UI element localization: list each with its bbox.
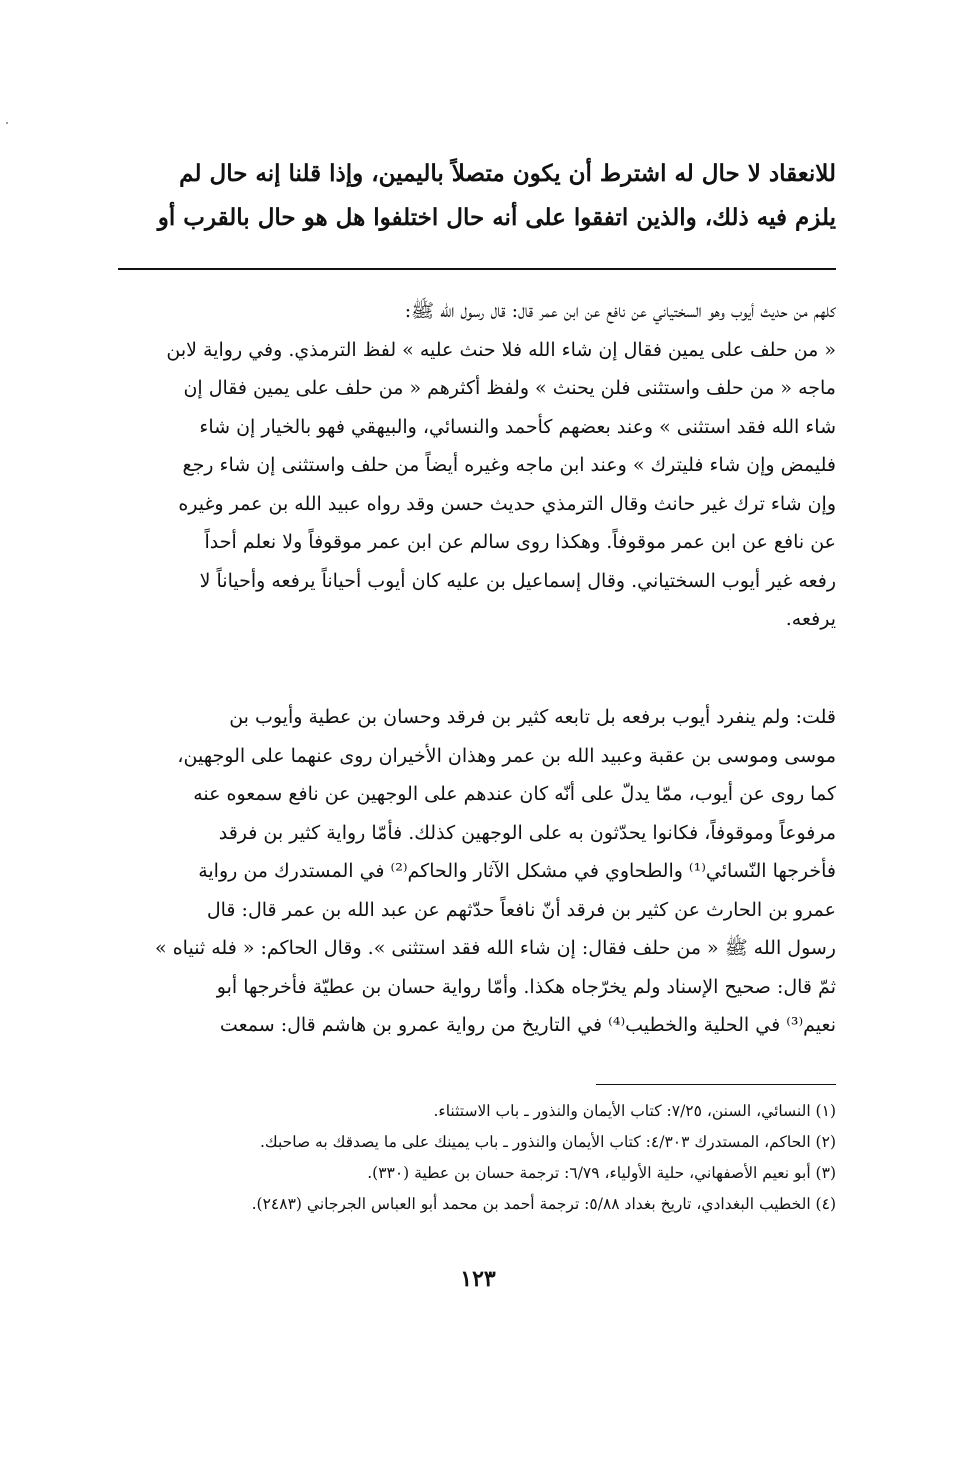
note-line: فأخرجها النّسائي⁽¹⁾ والطحاوي في مشكل الآثار والحاكم⁽²⁾ في المستدرك من رواية [198,860,836,882]
main-text [118,152,836,240]
note-line: يرفعه. [785,608,836,630]
note-line: كلهم من حديث أيوب وهو السختياني عن نافع عن ابن عمر قال: قال رسول الله ﷺ: [404,300,836,322]
main-text-line: للانعقاد لا حال له اشترط أن يكون متصلاً باليمين، وإذا قلنا إنه حال لم [179,160,836,187]
note-hadith-text [118,292,836,639]
note-line: كما روى عن أيوب، ممّا يدلّ على أنّه كان عندهم على الوجهين عن نافع سمعوه عنه [193,783,836,805]
note-line: نعيم⁽³⁾ في الحلية والخطيب⁽⁴⁾ في التاريخ من رواية عمرو بن هاشم قال: سمعت [219,1014,836,1036]
footnote-item: (٤) الخطيب البغدادي، تاريخ بغداد ٥/٨٨: ترجمة أحمد بن محمد أبو العباس الجرجاني (٢٤٨٣). [251,1195,836,1213]
note-line: « من حلف على يمين فقال إن شاء الله فلا حنث عليه » لفظ الترمذي. وفي رواية لابن [166,338,836,361]
footnote-separator-top [118,268,836,270]
note-line: موسى وموسى بن عقبة وعبيد الله بن عمر وهذان الأخيران روى عنهما على الوجهين، [177,744,836,767]
note-line: قلت: ولم ينفرد أيوب برفعه بل تابعه كثير بن فرقد وحسان بن عطية وأيوب بن [229,706,836,728]
note-line: عمرو بن الحارث عن كثير بن فرقد أنّ نافعاً حدّثهم عن عبد الله بن عمر قال: قال [206,898,836,921]
note-line: ماجه « من حلف واستثنى فلن يحنث » ولفظ أكثرهم « من حلف على يمين فقال إن [183,377,836,399]
footnote-item: (٢) الحاكم، المستدرك ٤/٣٠٣: كتاب الأيمان والنذور ـ باب يمينك على ما يصدقك به صاحبك. [259,1133,836,1151]
footnote-item: (١) النسائي، السنن، ٧/٢٥: كتاب الأيمان والنذور ـ باب الاستثناء. [433,1102,836,1120]
scan-speck [6,122,8,124]
note-line: مرفوعاً وموقوفاً، فكانوا يحدّثون به على الوجهين كذلك. فأمّا رواية كثير بن فرقد [218,821,836,844]
main-text-line: يلزم فيه ذلك، والذين اتفقوا على أنه حال اختلفوا هل هو حال بالقرب أو [157,204,836,231]
footnotes [118,1096,836,1220]
note-line: وإن شاء ترك غير حانث وقال الترمذي حديث حسن وقد رواه عبيد الله بن عمر وغيره [178,492,836,515]
note-line: ثمّ قال: صحيح الإسناد ولم يخرّجاه هكذا. وأمّا رواية حسان بن عطيّة فأخرجها أبو [216,975,836,998]
note-qult-text [118,698,836,1045]
note-line: شاء الله فقد استثنى » وعند بعضهم كأحمد والنسائي، والبيهقي فهو بالخيار إن شاء [199,415,836,438]
note-line: فليمض وإن شاء فليترك » وعند ابن ماجه وغيره أيضاً من حلف واستثنى إن شاء رجع [182,454,836,476]
page-number: ١٢٣ [460,1266,496,1292]
footnote-item: (٣) أبو نعيم الأصفهاني، حلية الأولياء، ٦/٧٩: ترجمة حسان بن عطية (٣٣٠). [367,1164,836,1182]
footnote-separator-bottom [596,1084,836,1085]
note-line: رفعه غير أيوب السختياني. وقال إسماعيل بن عليه كان أيوب أحياناً يرفعه وأحياناً لا [199,569,836,592]
note-line: عن نافع عن ابن عمر موقوفاً. وهكذا روى سالم عن ابن عمر موقوفاً ولا نعلم أحداً [204,531,836,553]
note-line: رسول الله ﷺ « من حلف فقال: إن شاء الله فقد استثنى ». وقال الحاكم: « فله ثنياه » [155,937,836,959]
